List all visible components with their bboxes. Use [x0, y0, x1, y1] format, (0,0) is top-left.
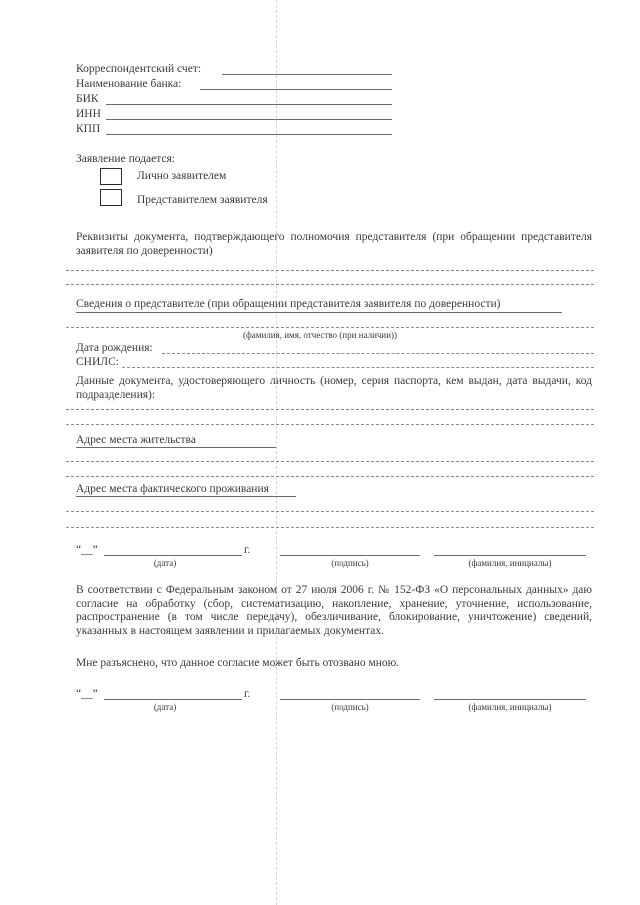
sign1-name-field[interactable]	[434, 555, 586, 556]
actual-address-line-2[interactable]	[66, 527, 594, 528]
personal-checkbox[interactable]	[100, 168, 122, 185]
sign1-sign-caption: (подпись)	[331, 558, 369, 568]
bik-field[interactable]	[106, 104, 392, 105]
personal-option-label: Лично заявителем	[137, 170, 227, 182]
rep-document-line-1[interactable]	[66, 270, 594, 271]
residence-address-label: Адрес места жительства	[76, 434, 196, 446]
sign1-date-field[interactable]	[104, 555, 242, 556]
sign2-date-field[interactable]	[104, 699, 242, 700]
bank-name-label: Наименование банка:	[76, 78, 182, 90]
bank-name-field[interactable]	[200, 89, 392, 90]
actual-address-underline	[76, 496, 296, 497]
rep-document-line-2[interactable]	[66, 284, 594, 285]
residence-address-line-2[interactable]	[66, 476, 594, 477]
actual-address-label: Адрес места фактического проживания	[76, 483, 269, 495]
bik-label: БИК	[76, 93, 99, 105]
sign2-sign-caption: (подпись)	[331, 702, 369, 712]
consent-text: В соответствии с Федеральным законом от 27 июля 2006 г. № 152-ФЗ «О персональных данных» даю согласие на обработку (сбор, систематизацию, накопление, хранение, уточнение, использование, распространение (в том числе передачу), обезличивание, блокирование, уничтожение) сведений, указанных в настоящем заявлении и прилагаемых документах.	[76, 584, 592, 637]
rep-info-title: Сведения о представителе (при обращении представителя заявителя по доверенности)	[76, 298, 501, 310]
representative-option-label: Представителем заявителя	[137, 194, 268, 206]
id-document-line-1[interactable]	[66, 409, 594, 410]
birth-date-label: Дата рождения:	[76, 342, 153, 354]
sign2-year-suffix: г.	[244, 688, 251, 700]
rep-fio-line[interactable]	[66, 327, 594, 328]
actual-address-line-1[interactable]	[66, 511, 594, 512]
sign2-name-field[interactable]	[434, 699, 586, 700]
snils-field[interactable]	[122, 367, 594, 368]
birth-date-field[interactable]	[162, 353, 594, 354]
representative-checkbox[interactable]	[100, 189, 122, 206]
consent-revocation: Мне разъяснено, что данное согласие может быть отозвано мною.	[76, 657, 400, 669]
snils-label: СНИЛС:	[76, 356, 119, 368]
rep-info-title-underline	[76, 312, 562, 313]
kpp-label: КПП	[76, 123, 101, 135]
sign1-quote: “__”	[76, 544, 98, 556]
sign2-date-caption: (дата)	[153, 702, 177, 712]
residence-address-underline	[76, 447, 276, 448]
sign2-name-caption: (фамилия, инициалы)	[468, 702, 552, 712]
sign1-year-suffix: г.	[244, 544, 251, 556]
id-document-line-2[interactable]	[66, 424, 594, 425]
sign1-name-caption: (фамилия, инициалы)	[468, 558, 552, 568]
id-document-text: Данные документа, удостоверяющего личность (номер, серия паспорта, кем выдан, дата выдачи, код подразделения):	[76, 375, 592, 401]
inn-label: ИНН	[76, 108, 101, 120]
page-fold-line	[276, 0, 277, 905]
corr-account-label: Корреспондентский счет:	[76, 63, 202, 75]
sign2-quote: “__”	[76, 688, 98, 700]
sign1-signature-field[interactable]	[280, 555, 420, 556]
residence-address-line-1[interactable]	[66, 461, 594, 462]
corr-account-field[interactable]	[222, 74, 392, 75]
submission-heading: Заявление подается:	[76, 153, 175, 165]
kpp-field[interactable]	[106, 134, 392, 135]
sign2-signature-field[interactable]	[280, 699, 420, 700]
rep-document-text: Реквизиты документа, подтверждающего полномочия представителя (при обращении представителя заявителя по доверенности)	[76, 231, 592, 257]
inn-field[interactable]	[106, 119, 392, 120]
rep-fio-caption: (фамилия, имя, отчество (при наличии))	[242, 330, 398, 340]
sign1-date-caption: (дата)	[153, 558, 177, 568]
